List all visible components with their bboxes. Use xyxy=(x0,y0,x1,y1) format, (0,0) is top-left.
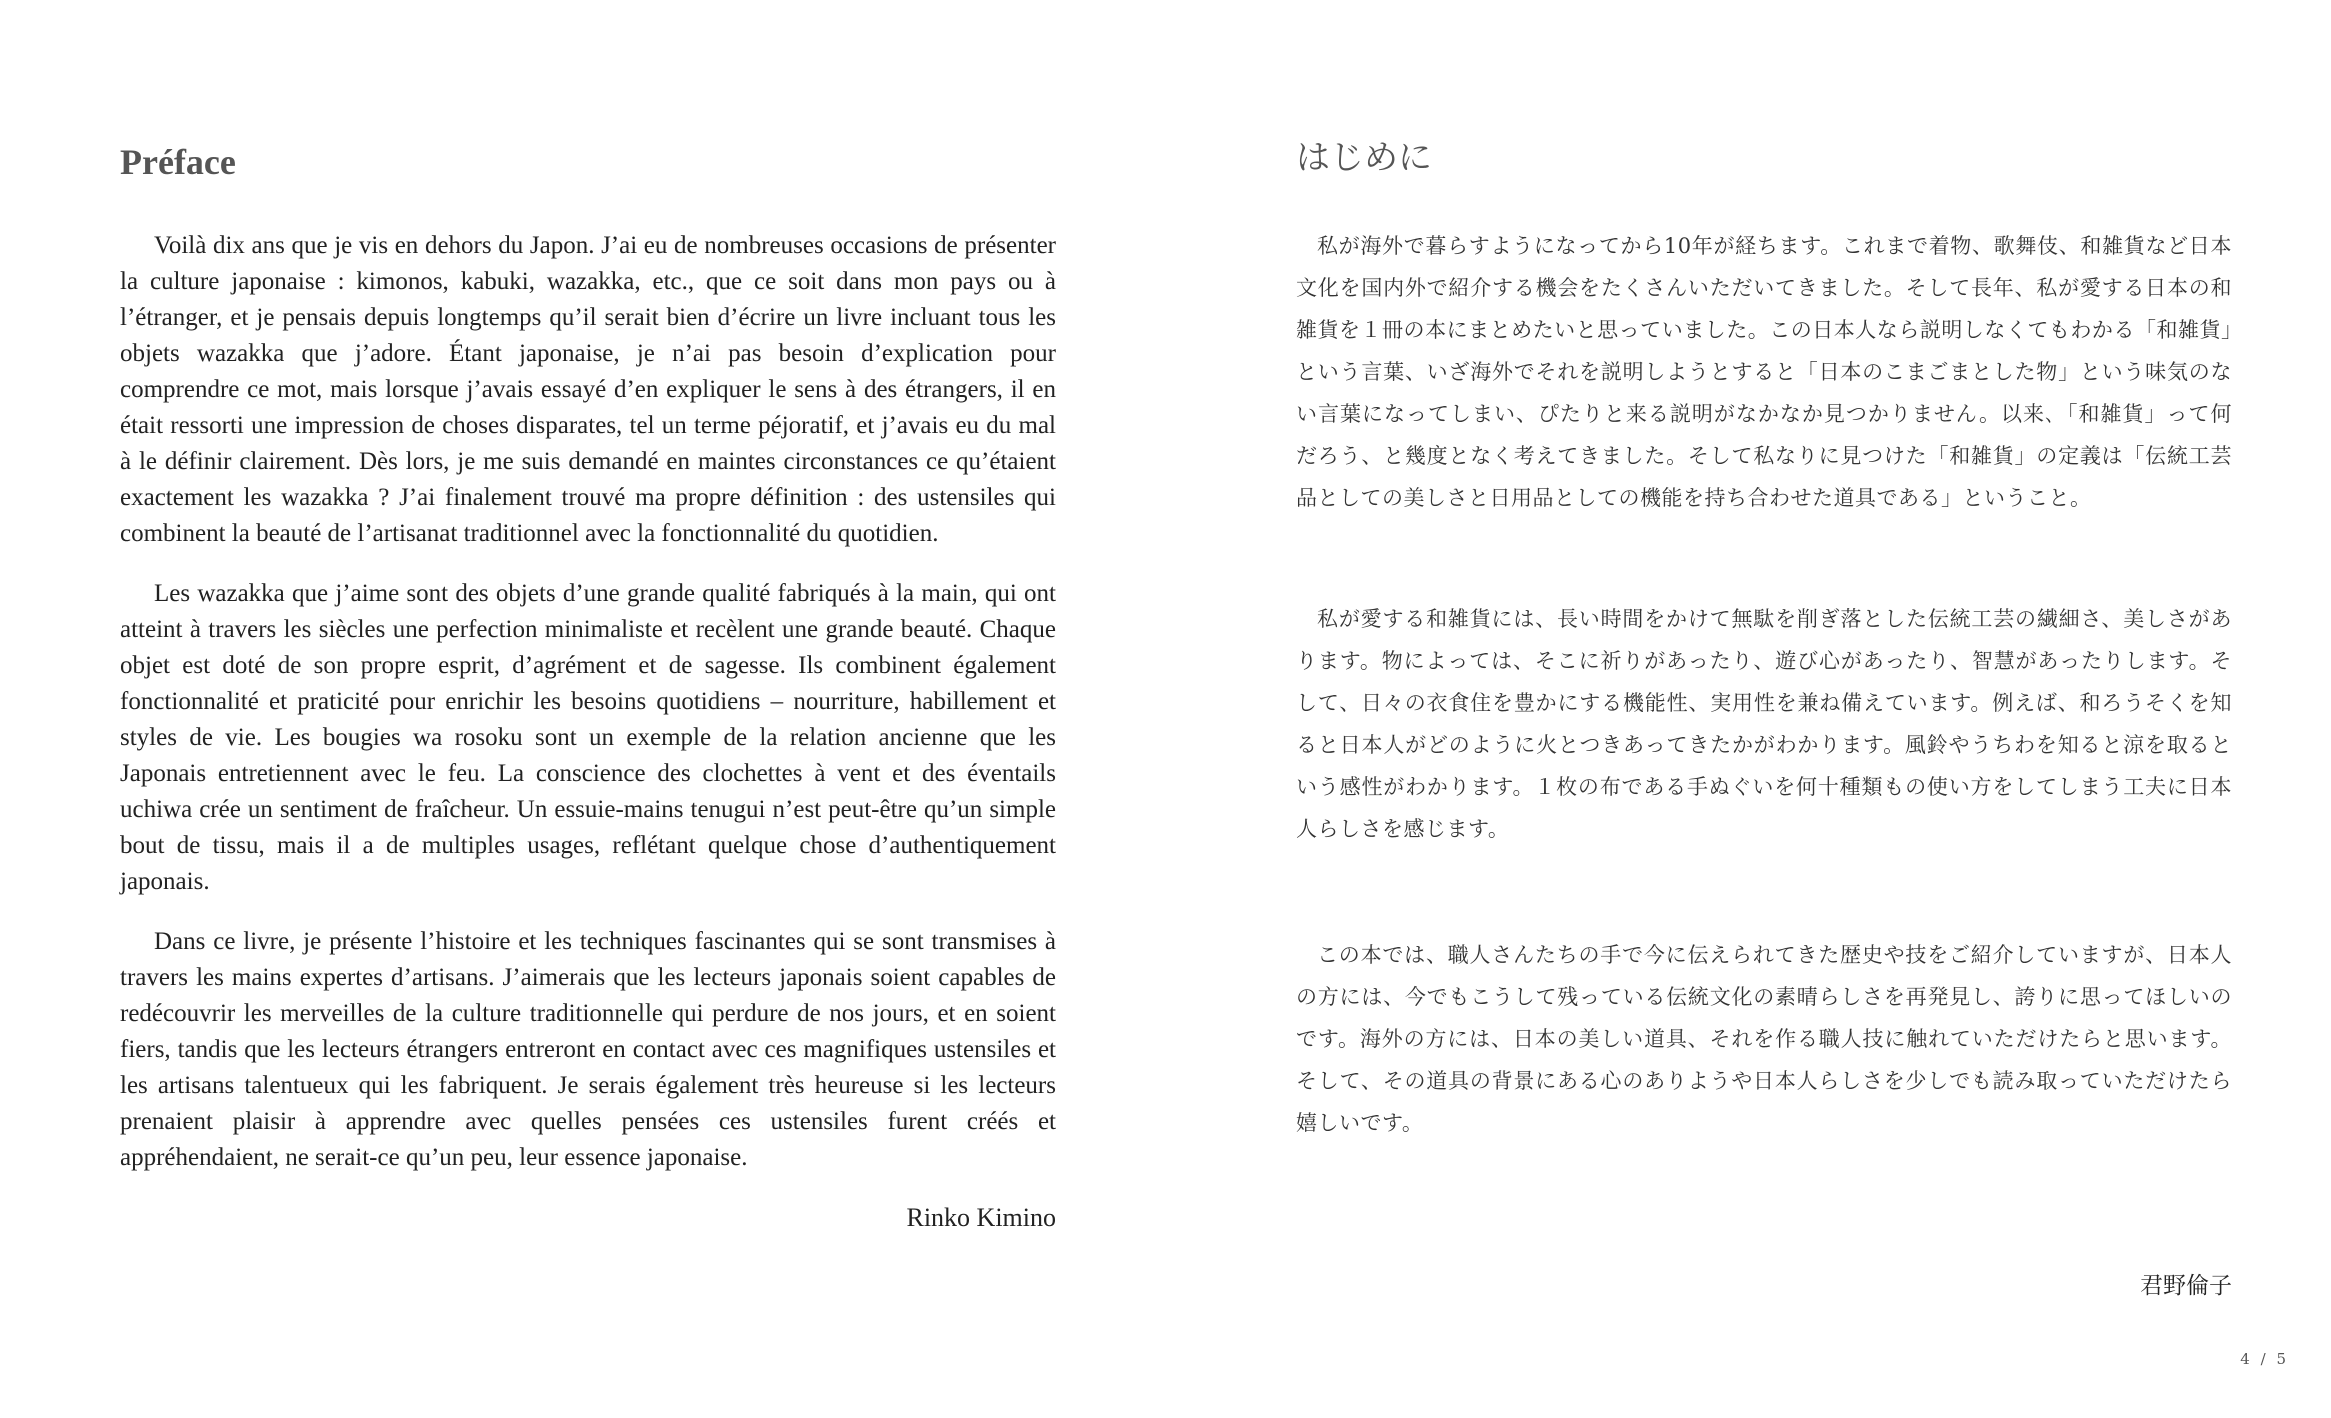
japanese-paragraph-2: 私が愛する和雑貨には、長い時間をかけて無駄を削ぎ落とした伝統工芸の繊細さ、美しさがあります。物によっては、そこに祈りがあったり、遊び心があったり、智慧があったりします。そして、日々の衣食住を豊かにする機能性、実用性を兼ね備えています。例えば、和ろうそくを知ると日本人がどのように火とつきあってきたかがわかります。風鈴やうちわを知ると涼を取るという感性がわかります。１枚の布である手ぬぐいを何十種類もの使い方をしてしまう工夫に日本人らしさを感じます。 xyxy=(1296,607,2232,841)
japanese-paragraph-1: 私が海外で暮らすようになってから10年が経ちます。これまで着物、歌舞伎、和雑貨など日本文化を国内外で紹介する機会をたくさんいただいてきました。そして長年、私が愛する日本の和雑貨を１冊の本にまとめたいと思っていました。この日本人なら説明しなくてもわかる「和雑貨」という言葉、いざ海外でそれを説明しようとすると「日本のこまごまとした物」という味気のない言葉になってしまい、ぴたりと来る説明がなかなか見つかりません。以来､「和雑貨」って何だろう、と幾度となく考えてきました。そして私なりに見つけた「和雑貨」の定義は「伝統工芸品としての美しさと日用品としての機能を持ち合わせた道具である」ということ。 xyxy=(1296,234,2232,510)
french-paragraph-3: Dans ce livre, je présente l’histoire et les techniques fascinantes qui se sont transmises à travers les mains expertes d’artisans. J’aimerais que les lecteurs japonais soient capables de redécouvrir les merveilles de la culture traditionnelle qui perdure de nos jours, et en soient fiers, tandis que les lecteurs étrangers entreront en contact avec ces magnifiques ustensiles et les artisans talentueux qui les fabriquent. Je serais également très heureuse si les lecteurs prenaient plaisir à apprendre avec quelles pensées ces ustensiles furent créés et appréhendaient, ne serait-ce qu’un peu, leur essence japonaise. xyxy=(120,928,1056,1171)
page-total: 5 xyxy=(2276,1350,2289,1368)
japanese-signature: 君野倫子 xyxy=(2140,1273,2232,1299)
french-signature: Rinko Kimino xyxy=(906,1203,1056,1232)
page-indicator xyxy=(2240,1350,2289,1368)
page-separator: / xyxy=(2260,1350,2269,1368)
page-current: 4 xyxy=(2240,1350,2253,1368)
french-paragraph-1: Voilà dix ans que je vis en dehors du Japon. J’ai eu de nombreuses occasions de présenter la culture japonaise : kimonos, kabuki, wazakka, etc., que ce soit dans mon pays ou à l’étranger, et je pensais depuis longtemps qu’il serait bien d’écrire un livre incluant tous les objets wazakka que j’adore. Étant japonaise, je n’ai pas besoin d’explication pour comprendre ce mot, mais lorsque j’avais essayé d’en expliquer le sens à des étrangers, il en était ressorti une impression de choses disparates, tel un terme péjoratif, et j’avais eu du mal à le définir clairement. Dès lors, je me suis demandé en maintes circonstances ce qu’étaient exactement les wazakka ? J’ai finalement trouvé ma propre définition : des ustensiles qui combinent la beauté de l’artisanat traditionnel avec la fonctionnalité du quotidien. xyxy=(120,232,1056,547)
french-paragraph-2: Les wazakka que j’aime sont des objets d’une grande qualité fabriqués à la main, qui ont atteint à travers les siècles une perfection minimaliste et recèlent une grande beauté. Chaque objet est doté de son propre esprit, d’agrément et de sagesse. Ils combinent également fonctionnalité et praticité pour enrichir les besoins quotidiens – nourriture, habillement et styles de vie. Les bougies wa rosoku sont un exemple de la relation ancienne que les Japonais entretiennent avec le feu. La conscience des clochettes à vent et des éventails uchiwa crée un sentiment de fraîcheur. Un essuie-mains tenugui n’est peut-être qu’un simple bout de tissu, mais il a de multiples usages, reflétant quelque chose d’authentiquement japonais. xyxy=(120,580,1056,895)
french-title: Préface xyxy=(120,142,236,182)
french-body xyxy=(120,228,1056,1236)
japanese-title: はじめに xyxy=(1296,138,1432,178)
japanese-paragraph-3: この本では、職人さんたちの手で今に伝えられてきた歴史や技をご紹介していますが、日本人の方には、今でもこうして残っている伝統文化の素晴らしさを再発見し、誇りに思ってほしいのです。海外の方には、日本の美しい道具、それを作る職人技に触れていただけたらと思います。そして、その道具の背景にある心のありようや日本人らしさを少しでも読み取っていただけたら嬉しいです。 xyxy=(1296,943,2232,1135)
